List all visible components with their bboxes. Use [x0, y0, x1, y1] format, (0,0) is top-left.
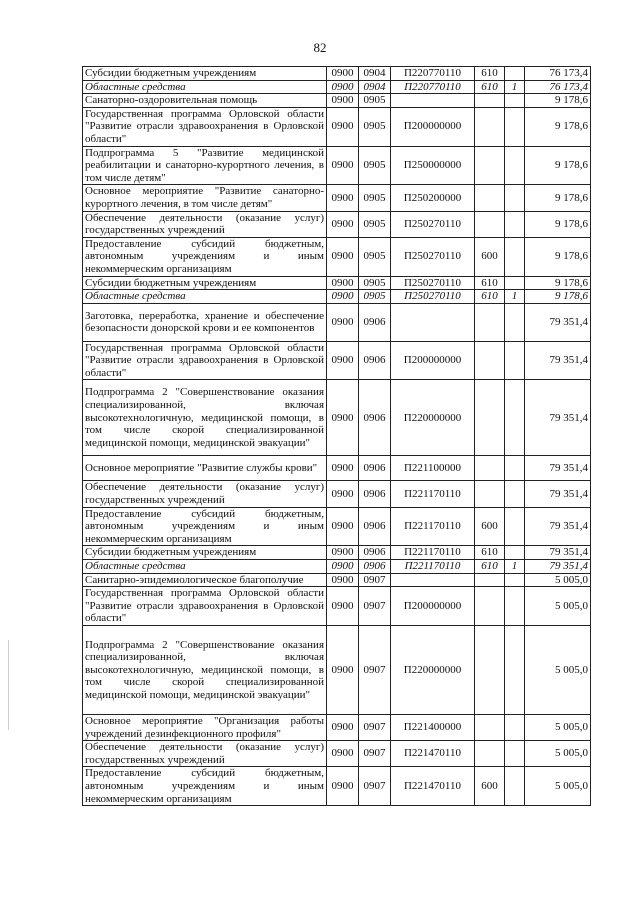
- table-row: [83, 560, 591, 574]
- table-row: [83, 80, 591, 94]
- row-name-cell: Заготовка, переработка, хранение и обеспечение безопасности донорской крови и ее компонентов: [83, 303, 327, 341]
- subsection-code-cell: 0906: [359, 303, 391, 341]
- subsection-code-cell: 0907: [359, 715, 391, 741]
- target-code-cell: П200000000: [391, 107, 475, 146]
- subsection-code-cell: 0905: [359, 237, 391, 276]
- funding-source-cell: [505, 67, 525, 81]
- row-name-cell: Подпрограмма 5 "Развитие медицинской реабилитации и санаторно-курортного лечения, в том числе детям": [83, 146, 327, 185]
- expense-type-cell: 600: [475, 767, 505, 806]
- section-code-cell: 0900: [327, 290, 359, 304]
- amount-cell: 76 173,4: [525, 67, 591, 81]
- funding-source-cell: 1: [505, 80, 525, 94]
- table-row: [83, 67, 591, 81]
- section-code-cell: 0900: [327, 94, 359, 108]
- subsection-code-cell: 0907: [359, 626, 391, 715]
- row-name-cell: Обеспечение деятельности (оказание услуг) государственных учреждений: [83, 741, 327, 767]
- expense-type-cell: [475, 456, 505, 481]
- row-name-cell: Государственная программа Орловской области "Развитие отрасли здравоохранения в Орловской области": [83, 587, 327, 626]
- section-code-cell: 0900: [327, 507, 359, 546]
- table-row: [83, 146, 591, 185]
- section-code-cell: 0900: [327, 146, 359, 185]
- amount-cell: 79 351,4: [525, 303, 591, 341]
- amount-cell: 79 351,4: [525, 481, 591, 507]
- expense-type-cell: [475, 341, 505, 380]
- table-row: [83, 341, 591, 380]
- section-code-cell: 0900: [327, 481, 359, 507]
- funding-source-cell: [505, 146, 525, 185]
- amount-cell: 79 351,4: [525, 380, 591, 456]
- funding-source-cell: [505, 276, 525, 290]
- table-row: [83, 715, 591, 741]
- funding-source-cell: 1: [505, 560, 525, 574]
- section-code-cell: 0900: [327, 715, 359, 741]
- subsection-code-cell: 0905: [359, 146, 391, 185]
- subsection-code-cell: 0907: [359, 587, 391, 626]
- expense-type-cell: 610: [475, 290, 505, 304]
- expense-type-cell: [475, 303, 505, 341]
- amount-cell: 5 005,0: [525, 626, 591, 715]
- expense-type-cell: 600: [475, 237, 505, 276]
- target-code-cell: [391, 573, 475, 587]
- target-code-cell: [391, 94, 475, 108]
- funding-source-cell: [505, 237, 525, 276]
- row-name-cell: Обеспечение деятельности (оказание услуг) государственных учреждений: [83, 481, 327, 507]
- target-code-cell: П221170110: [391, 507, 475, 546]
- row-name-cell: Обеспечение деятельности (оказание услуг) государственных учреждений: [83, 211, 327, 237]
- funding-source-cell: [505, 185, 525, 211]
- expense-type-cell: [475, 481, 505, 507]
- amount-cell: 9 178,6: [525, 107, 591, 146]
- section-code-cell: 0900: [327, 767, 359, 806]
- target-code-cell: П250000000: [391, 146, 475, 185]
- table-row: [83, 456, 591, 481]
- target-code-cell: П220000000: [391, 626, 475, 715]
- target-code-cell: [391, 303, 475, 341]
- amount-cell: 79 351,4: [525, 546, 591, 560]
- funding-source-cell: [505, 380, 525, 456]
- table-row: [83, 741, 591, 767]
- amount-cell: 9 178,6: [525, 211, 591, 237]
- target-code-cell: П221170110: [391, 546, 475, 560]
- table-row: [83, 546, 591, 560]
- row-name-cell: Санитарно-эпидемиологическое благополучие: [83, 573, 327, 587]
- subsection-code-cell: 0906: [359, 341, 391, 380]
- row-name-cell: Государственная программа Орловской области "Развитие отрасли здравоохранения в Орловской области": [83, 341, 327, 380]
- funding-source-cell: [505, 715, 525, 741]
- table-row: [83, 107, 591, 146]
- target-code-cell: П200000000: [391, 587, 475, 626]
- expense-type-cell: 610: [475, 67, 505, 81]
- section-code-cell: 0900: [327, 107, 359, 146]
- table-row: [83, 767, 591, 806]
- section-code-cell: 0900: [327, 341, 359, 380]
- section-code-cell: 0900: [327, 546, 359, 560]
- target-code-cell: П250270110: [391, 276, 475, 290]
- funding-source-cell: [505, 211, 525, 237]
- amount-cell: 79 351,4: [525, 341, 591, 380]
- funding-source-cell: [505, 546, 525, 560]
- amount-cell: 79 351,4: [525, 560, 591, 574]
- row-name-cell: Областные средства: [83, 560, 327, 574]
- subsection-code-cell: 0906: [359, 481, 391, 507]
- row-name-cell: Субсидии бюджетным учреждениям: [83, 276, 327, 290]
- funding-source-cell: [505, 456, 525, 481]
- page-number: 82: [313, 40, 327, 55]
- subsection-code-cell: 0905: [359, 107, 391, 146]
- funding-source-cell: [505, 626, 525, 715]
- expense-type-cell: 610: [475, 80, 505, 94]
- row-name-cell: Подпрограмма 2 "Совершенствование оказания специализированной, включая высокотехнологичную, медицинской помощи, в том числе скорой специализированной медицинской помощи, медицинской эвакуации": [83, 380, 327, 456]
- table-row: [83, 290, 591, 304]
- subsection-code-cell: 0905: [359, 185, 391, 211]
- target-code-cell: П221470110: [391, 767, 475, 806]
- amount-cell: 79 351,4: [525, 456, 591, 481]
- funding-source-cell: [505, 741, 525, 767]
- table-row: [83, 507, 591, 546]
- table-row: [83, 587, 591, 626]
- amount-cell: 5 005,0: [525, 741, 591, 767]
- subsection-code-cell: 0905: [359, 276, 391, 290]
- target-code-cell: П221170110: [391, 481, 475, 507]
- target-code-cell: П250270110: [391, 290, 475, 304]
- funding-source-cell: [505, 303, 525, 341]
- section-code-cell: 0900: [327, 237, 359, 276]
- table-row: [83, 185, 591, 211]
- expense-type-cell: [475, 107, 505, 146]
- amount-cell: 76 173,4: [525, 80, 591, 94]
- section-code-cell: 0900: [327, 456, 359, 481]
- amount-cell: 9 178,6: [525, 94, 591, 108]
- subsection-code-cell: 0906: [359, 560, 391, 574]
- section-code-cell: 0900: [327, 380, 359, 456]
- table-row: [83, 626, 591, 715]
- subsection-code-cell: 0907: [359, 573, 391, 587]
- row-name-cell: Областные средства: [83, 290, 327, 304]
- table-row: [83, 380, 591, 456]
- section-code-cell: 0900: [327, 560, 359, 574]
- target-code-cell: П221100000: [391, 456, 475, 481]
- target-code-cell: П220000000: [391, 380, 475, 456]
- subsection-code-cell: 0904: [359, 80, 391, 94]
- amount-cell: 5 005,0: [525, 587, 591, 626]
- scan-margin-mark: [8, 640, 9, 730]
- funding-source-cell: [505, 573, 525, 587]
- amount-cell: 9 178,6: [525, 237, 591, 276]
- expense-type-cell: [475, 94, 505, 108]
- subsection-code-cell: 0905: [359, 94, 391, 108]
- budget-table: [82, 66, 591, 806]
- row-name-cell: Предоставление субсидий бюджетным, автономным учреждениям и иным некоммерческим организациям: [83, 767, 327, 806]
- expense-type-cell: [475, 741, 505, 767]
- amount-cell: 79 351,4: [525, 507, 591, 546]
- row-name-cell: Основное мероприятие "Развитие санаторно-курортного лечения, в том числе детям": [83, 185, 327, 211]
- funding-source-cell: [505, 767, 525, 806]
- funding-source-cell: [505, 341, 525, 380]
- funding-source-cell: [505, 107, 525, 146]
- amount-cell: 9 178,6: [525, 185, 591, 211]
- row-name-cell: Субсидии бюджетным учреждениям: [83, 67, 327, 81]
- row-name-cell: Основное мероприятие "Развитие службы крови": [83, 456, 327, 481]
- expense-type-cell: [475, 146, 505, 185]
- target-code-cell: П250270110: [391, 211, 475, 237]
- target-code-cell: П200000000: [391, 341, 475, 380]
- target-code-cell: П221170110: [391, 560, 475, 574]
- table-row: [83, 276, 591, 290]
- target-code-cell: П250200000: [391, 185, 475, 211]
- subsection-code-cell: 0907: [359, 741, 391, 767]
- table-row: [83, 211, 591, 237]
- amount-cell: 9 178,6: [525, 290, 591, 304]
- target-code-cell: П220770110: [391, 80, 475, 94]
- expense-type-cell: [475, 587, 505, 626]
- amount-cell: 5 005,0: [525, 573, 591, 587]
- row-name-cell: Предоставление субсидий бюджетным, автономным учреждениям и иным некоммерческим организациям: [83, 237, 327, 276]
- section-code-cell: 0900: [327, 276, 359, 290]
- subsection-code-cell: 0906: [359, 507, 391, 546]
- row-name-cell: Государственная программа Орловской области "Развитие отрасли здравоохранения в Орловской области": [83, 107, 327, 146]
- funding-source-cell: [505, 94, 525, 108]
- expense-type-cell: [475, 573, 505, 587]
- row-name-cell: Областные средства: [83, 80, 327, 94]
- section-code-cell: 0900: [327, 80, 359, 94]
- funding-source-cell: [505, 507, 525, 546]
- row-name-cell: Субсидии бюджетным учреждениям: [83, 546, 327, 560]
- section-code-cell: 0900: [327, 303, 359, 341]
- subsection-code-cell: 0906: [359, 546, 391, 560]
- row-name-cell: Санаторно-оздоровительная помощь: [83, 94, 327, 108]
- subsection-code-cell: 0905: [359, 211, 391, 237]
- amount-cell: 9 178,6: [525, 276, 591, 290]
- table-row: [83, 94, 591, 108]
- funding-source-cell: 1: [505, 290, 525, 304]
- section-code-cell: 0900: [327, 211, 359, 237]
- expense-type-cell: 610: [475, 560, 505, 574]
- section-code-cell: 0900: [327, 626, 359, 715]
- table-row: [83, 237, 591, 276]
- amount-cell: 5 005,0: [525, 715, 591, 741]
- funding-source-cell: [505, 481, 525, 507]
- expense-type-cell: [475, 185, 505, 211]
- expense-type-cell: [475, 626, 505, 715]
- subsection-code-cell: 0904: [359, 67, 391, 81]
- table-row: [83, 573, 591, 587]
- target-code-cell: П250270110: [391, 237, 475, 276]
- funding-source-cell: [505, 587, 525, 626]
- subsection-code-cell: 0907: [359, 767, 391, 806]
- subsection-code-cell: 0905: [359, 290, 391, 304]
- target-code-cell: П220770110: [391, 67, 475, 81]
- expense-type-cell: [475, 211, 505, 237]
- row-name-cell: Предоставление субсидий бюджетным, автономным учреждениям и иным некоммерческим организациям: [83, 507, 327, 546]
- section-code-cell: 0900: [327, 573, 359, 587]
- table-row: [83, 303, 591, 341]
- row-name-cell: Основное мероприятие "Организация работы учреждений дезинфекционного профиля": [83, 715, 327, 741]
- subsection-code-cell: 0906: [359, 380, 391, 456]
- expense-type-cell: [475, 715, 505, 741]
- amount-cell: 5 005,0: [525, 767, 591, 806]
- section-code-cell: 0900: [327, 185, 359, 211]
- section-code-cell: 0900: [327, 67, 359, 81]
- row-name-cell: Подпрограмма 2 "Совершенствование оказания специализированной, включая высокотехнологичную, медицинской помощи, в том числе скорой специализированной медицинской помощи, медицинской эвакуации": [83, 626, 327, 715]
- expense-type-cell: 600: [475, 507, 505, 546]
- subsection-code-cell: 0906: [359, 456, 391, 481]
- section-code-cell: 0900: [327, 741, 359, 767]
- expense-type-cell: [475, 380, 505, 456]
- target-code-cell: П221400000: [391, 715, 475, 741]
- target-code-cell: П221470110: [391, 741, 475, 767]
- section-code-cell: 0900: [327, 587, 359, 626]
- expense-type-cell: 610: [475, 546, 505, 560]
- table-row: [83, 481, 591, 507]
- expense-type-cell: 610: [475, 276, 505, 290]
- amount-cell: 9 178,6: [525, 146, 591, 185]
- table-body: [83, 67, 591, 806]
